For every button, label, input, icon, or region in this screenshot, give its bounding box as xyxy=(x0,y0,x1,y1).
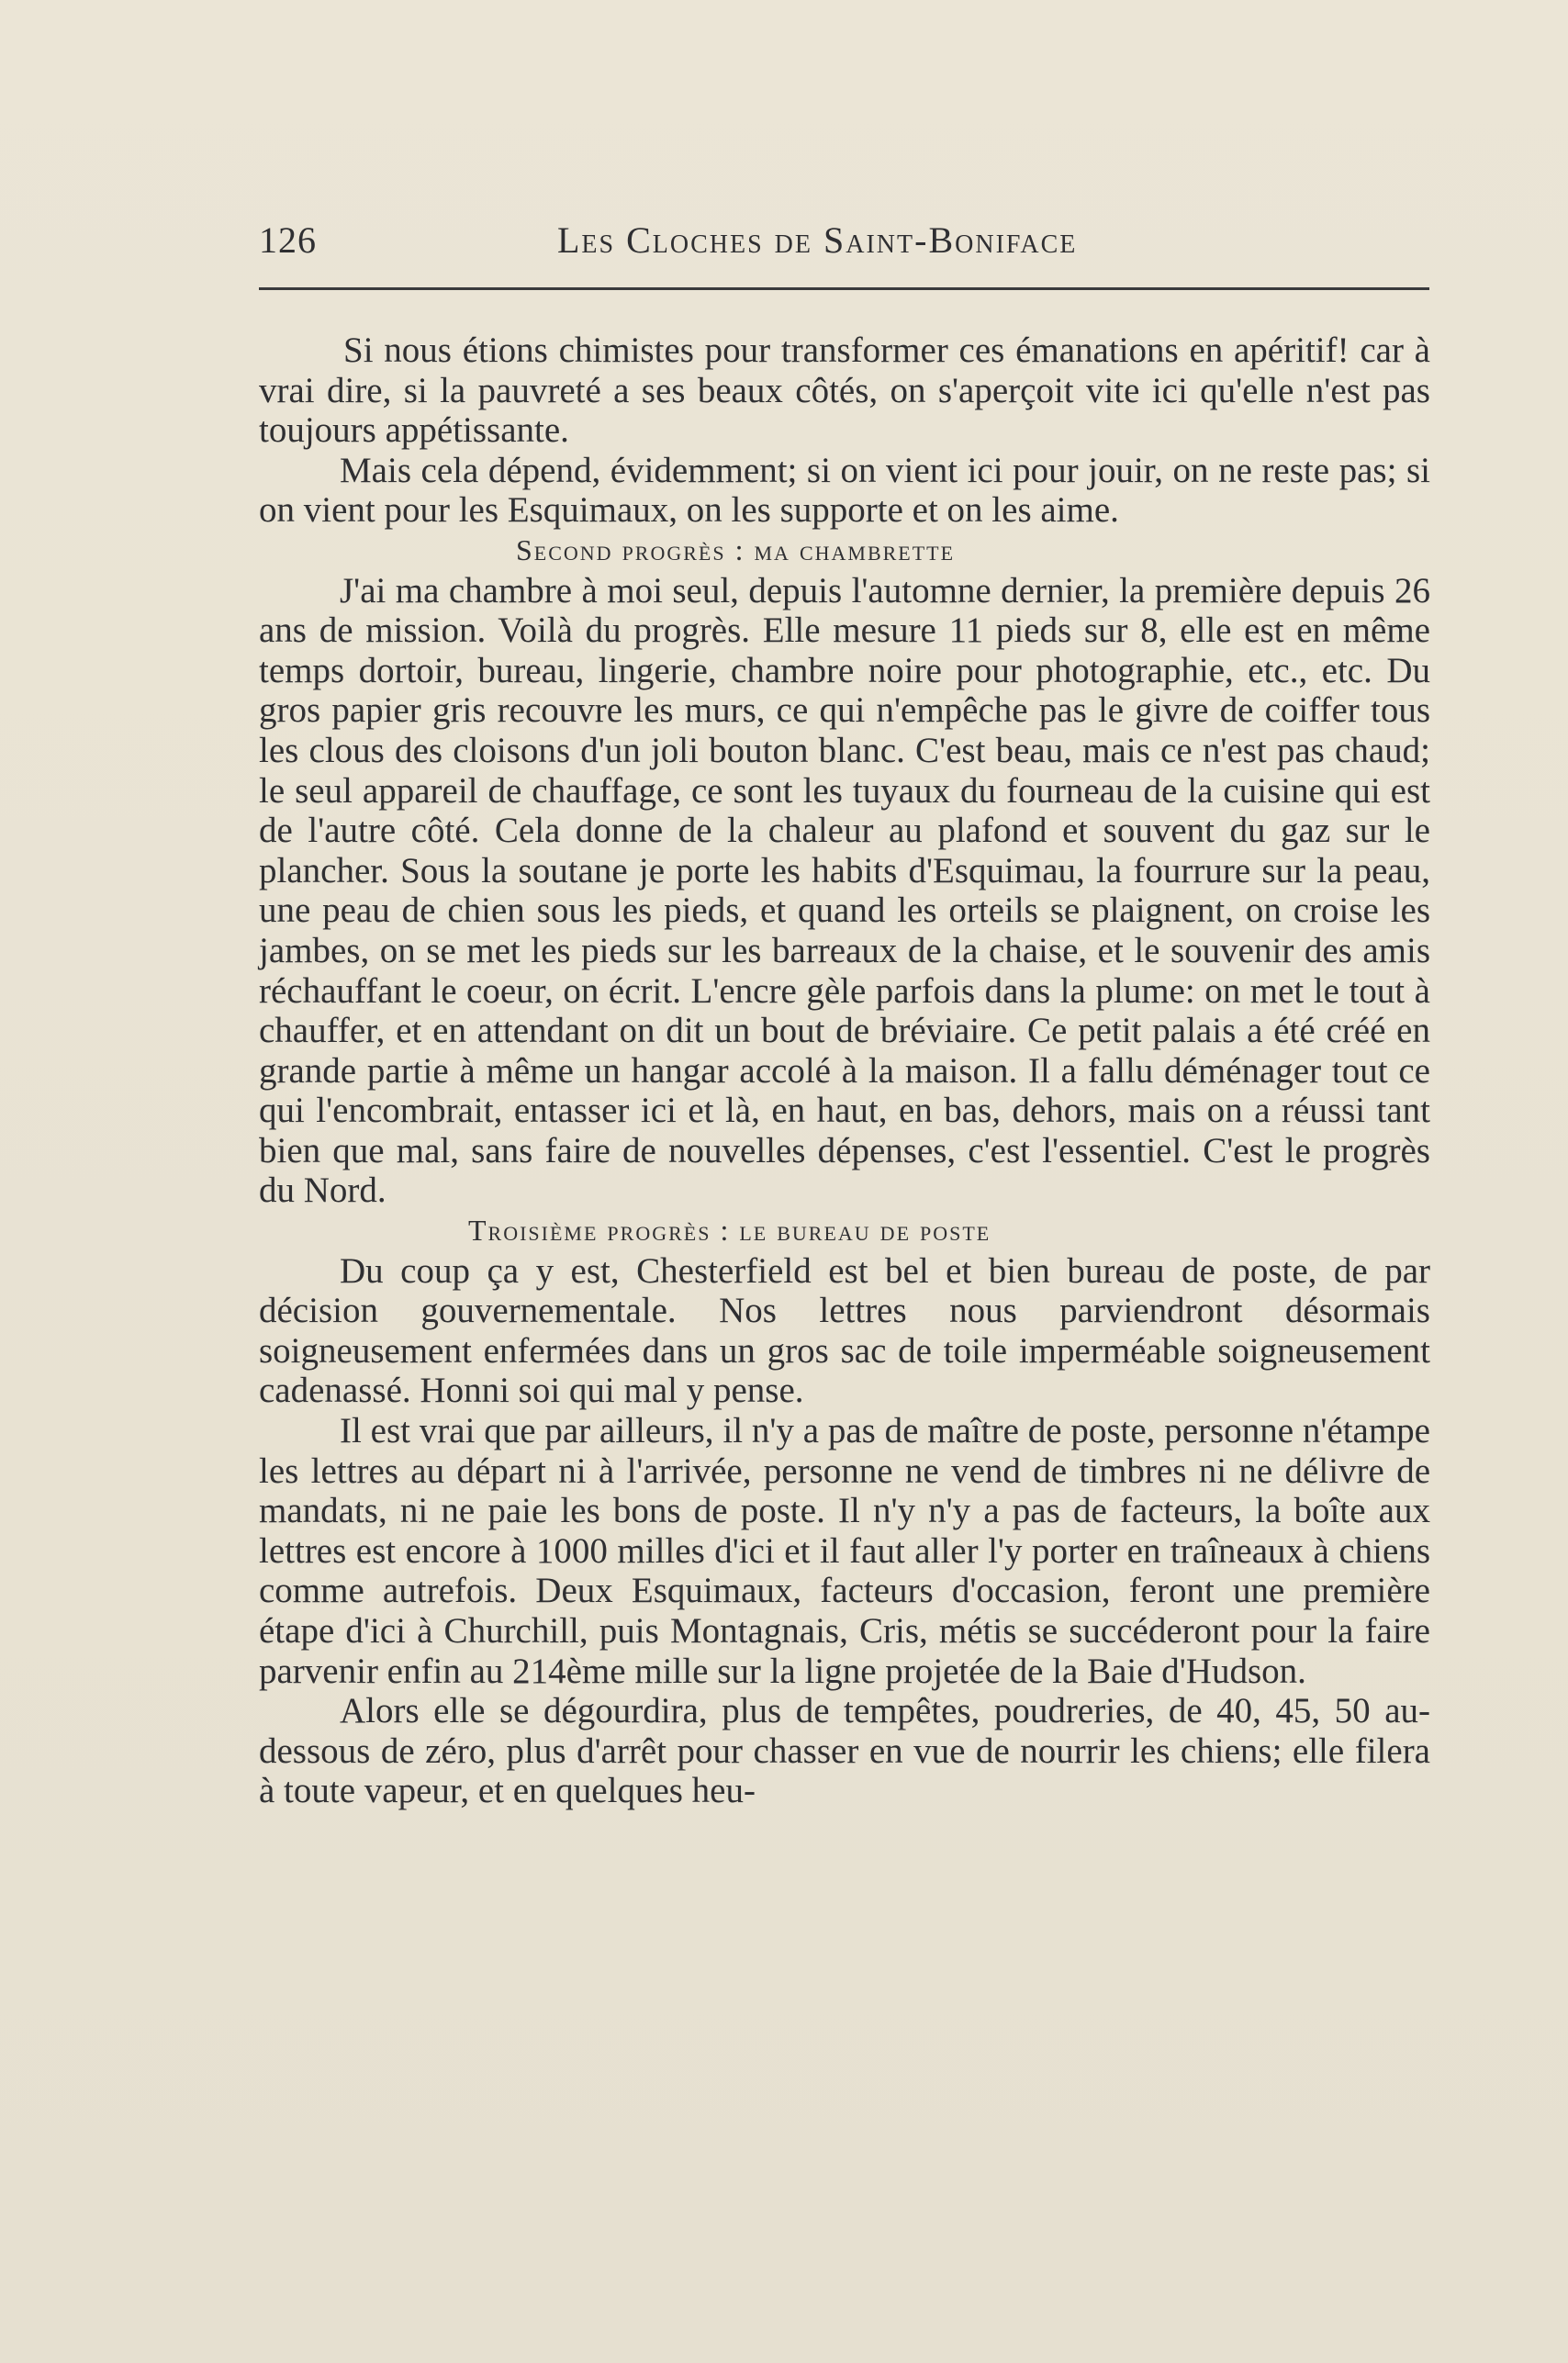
section-heading: Troisième progrès : le bureau de poste xyxy=(468,1214,991,1248)
header-rule xyxy=(259,287,1429,290)
paragraph: Du coup ça y est, Chesterfield est bel et bien bureau de poste, de par décision gouvernementale. Nos lettres nous parviendront désormais soigneusement enfermées dans un gros sac de toile imperméable soigneusement cadenassé. Honni soi qui mal y pense. xyxy=(259,1250,1430,1411)
body-text xyxy=(259,330,1430,1811)
paragraph: Mais cela dépend, évidemment; si on vient ici pour jouir, on ne reste pas; si on vient pour les Esquimaux, on les supporte et on les aime. xyxy=(259,450,1430,531)
running-title: Les Cloches de Saint-Boniface xyxy=(557,219,1078,261)
paragraph: J'ai ma chambre à moi seul, depuis l'automne dernier, la première depuis 26 ans de mission. Voilà du progrès. Elle mesure 11 pieds sur 8, elle est en même temps dortoir, bureau, lingerie, chambre noire pour photographie, etc., etc. Du gros papier gris recouvre les murs, ce qui n'empêche pas le givre de coiffer tous les clous des cloisons d'un joli bouton blanc. C'est beau, mais ce n'est pas chaud; le seul appareil de chauffage, ce sont les tuyaux du fourneau de la cuisine qui est de l'autre côté. Cela donne de la chaleur au plafond et souvent du gaz sur le plancher. Sous la soutane je porte les habits d'Esquimau, la fourrure sur la peau, une peau de chien sous les pieds, et quand les orteils se plaignent, on croise les jambes, on se met les pieds sur les barreaux de la chaise, et le souvenir des amis réchauffant le coeur, on écrit. L'encre gèle parfois dans la plume: on met le tout à chauffer, et en attendant on dit un bout de bréviaire. Ce petit palais a été créé en grande partie à même un hangar accolé à la maison. Il a fallu déménager tout ce qui l'encombrait, entasser ici et là, en haut, en bas, dehors, mais on a réussi tant bien que mal, sans faire de nouvelles dépenses, c'est l'essentiel. C'est le progrès du Nord. xyxy=(259,570,1430,1211)
section-heading: Second progrès : ma chambrette xyxy=(516,532,956,566)
page-header xyxy=(259,218,1432,274)
paragraph: Il est vrai que par ailleurs, il n'y a pas de maître de poste, personne n'étampe les lettres au départ ni à l'arrivée, personne ne vend de timbres ni ne délivre de mandats, ni ne paie les bons de poste. Il n'y n'y a pas de facteurs, la boîte aux lettres est encore à 1000 milles d'ici et il faut aller l'y porter en traîneaux à chiens comme autrefois. Deux Esquimaux, facteurs d'occasion, feront une première étape d'ici à Churchill, puis Montagnais, Cris, métis se succéderont pour la faire parvenir enfin au 214ème mille sur la ligne projetée de la Baie d'Hudson. xyxy=(259,1411,1430,1691)
page-number: 126 xyxy=(259,219,317,261)
paragraph: Si nous étions chimistes pour transformer ces émanations en apéritif! car à vrai dire, si la pauvreté a ses beaux côtés, on s'aperçoit vite ici qu'elle n'est pas toujours appétissante. xyxy=(259,330,1430,451)
paragraph: Alors elle se dégourdira, plus de tempêtes, poudreries, de 40, 45, 50 au-dessous de zéro, plus d'arrêt pour chasser en vue de nourrir les chiens; elle filera à toute vapeur, et en quelques heu- xyxy=(259,1691,1430,1811)
